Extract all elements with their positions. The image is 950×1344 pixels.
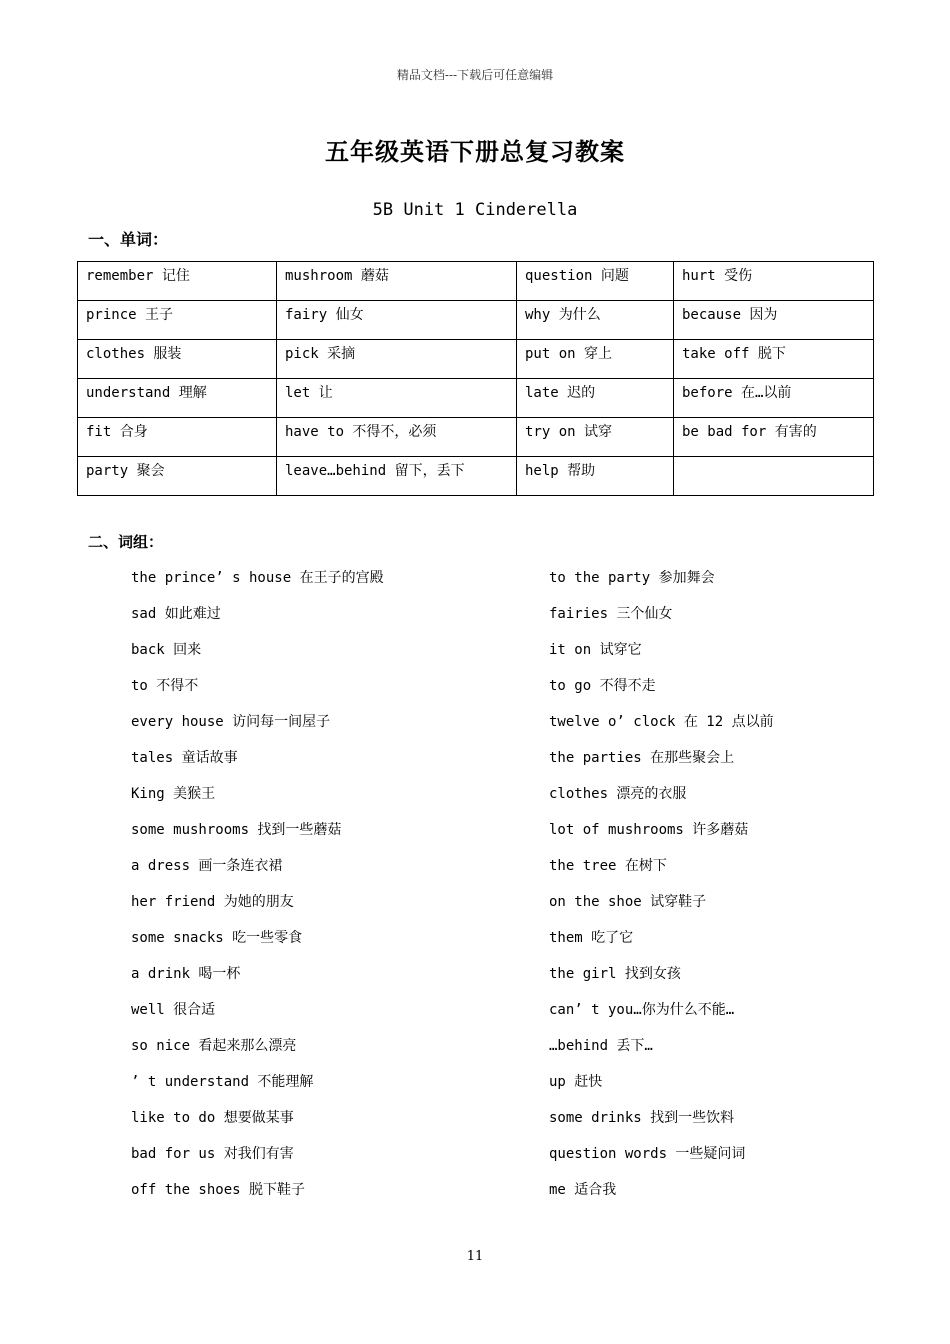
phrase-right: me 适合我 xyxy=(549,1182,617,1198)
phrase-right: …behind 丢下… xyxy=(549,1038,653,1054)
table-cell: help 帮助 xyxy=(517,457,674,496)
phrase-right: twelve o’ clock 在 12 点以前 xyxy=(549,714,774,730)
phrase-left: her friend 为她的朋友 xyxy=(131,894,294,910)
phrase-right: the parties 在那些聚会上 xyxy=(549,750,735,766)
phrase-right: clothes 漂亮的衣服 xyxy=(549,786,687,802)
phrase-right: question words 一些疑问词 xyxy=(549,1146,746,1162)
phrase-left: off the shoes 脱下鞋子 xyxy=(131,1182,306,1198)
table-cell: try on 试穿 xyxy=(517,418,674,457)
list-item xyxy=(0,889,950,925)
page-header: 精品文档---下载后可任意编辑 xyxy=(396,68,554,82)
table-row xyxy=(78,418,874,457)
table-cell xyxy=(674,457,874,496)
phrase-left: some snacks 吃一些零食 xyxy=(131,930,303,946)
table-cell: hurt 受伤 xyxy=(674,262,874,301)
list-item xyxy=(0,1069,950,1105)
list-item xyxy=(0,601,950,637)
table-cell: leave…behind 留下，丢下 xyxy=(277,457,517,496)
phrase-right: some drinks 找到一些饮料 xyxy=(549,1110,735,1126)
list-item xyxy=(0,709,950,745)
table-cell: have to 不得不，必须 xyxy=(277,418,517,457)
list-item xyxy=(0,1105,950,1141)
list-item xyxy=(0,565,950,601)
list-item xyxy=(0,781,950,817)
list-item xyxy=(0,853,950,889)
table-cell: take off 脱下 xyxy=(674,340,874,379)
phrase-right: can’ t you…你为什么不能… xyxy=(549,1002,735,1018)
table-row xyxy=(78,340,874,379)
table-cell: why 为什么 xyxy=(517,301,674,340)
phrase-left: King 美猴王 xyxy=(131,786,216,802)
list-item xyxy=(0,1141,950,1177)
table-cell: put on 穿上 xyxy=(517,340,674,379)
phrase-left: sad 如此难过 xyxy=(131,606,221,622)
table-cell: before 在…以前 xyxy=(674,379,874,418)
phrase-right: to go 不得不走 xyxy=(549,678,656,694)
list-item xyxy=(0,997,950,1033)
table-cell: clothes 服装 xyxy=(78,340,277,379)
list-item xyxy=(0,637,950,673)
table-row xyxy=(78,457,874,496)
table-cell: because 因为 xyxy=(674,301,874,340)
phrase-left: a drink 喝一杯 xyxy=(131,966,241,982)
phrase-right: lot of mushrooms 许多蘑菇 xyxy=(549,822,749,838)
table-cell: question 问题 xyxy=(517,262,674,301)
phrase-left: some mushrooms 找到一些蘑菇 xyxy=(131,822,342,838)
table-cell: fairy 仙女 xyxy=(277,301,517,340)
phrase-left: every house 访问每一间屋子 xyxy=(131,714,331,730)
table-cell: mushroom 蘑菇 xyxy=(277,262,517,301)
document-title: 五年级英语下册总复习教案 xyxy=(325,138,625,166)
list-item xyxy=(0,817,950,853)
list-item xyxy=(0,745,950,781)
list-item xyxy=(0,1177,950,1213)
list-item xyxy=(0,1033,950,1069)
phrase-left: a dress 画一条连衣裙 xyxy=(131,858,283,874)
table-cell: late 迟的 xyxy=(517,379,674,418)
phrase-left: ’ t understand 不能理解 xyxy=(131,1074,314,1090)
page-number: 11 xyxy=(466,1249,484,1264)
phrase-list xyxy=(0,565,950,1213)
phrase-right: it on 试穿它 xyxy=(549,642,642,658)
phrase-left: tales 童话故事 xyxy=(131,750,238,766)
phrase-left: so nice 看起来那么漂亮 xyxy=(131,1038,297,1054)
table-cell: fit 合身 xyxy=(78,418,277,457)
phrase-right: up 赶快 xyxy=(549,1074,603,1090)
list-item xyxy=(0,961,950,997)
list-item xyxy=(0,673,950,709)
phrase-left: well 很合适 xyxy=(131,1002,216,1018)
phrase-left: bad for us 对我们有害 xyxy=(131,1146,294,1162)
phrase-right: on the shoe 试穿鞋子 xyxy=(549,894,707,910)
unit-title: 5B Unit 1 Cinderella xyxy=(372,200,578,220)
phrase-right: fairies 三个仙女 xyxy=(549,606,673,622)
section-heading-vocabulary: 一、单词： xyxy=(88,230,169,249)
table-row xyxy=(78,301,874,340)
table-cell: prince 王子 xyxy=(78,301,277,340)
table-row xyxy=(78,262,874,301)
phrase-left: like to do 想要做某事 xyxy=(131,1110,294,1126)
section-heading-phrases: 二、词组： xyxy=(88,533,164,551)
table-row xyxy=(78,379,874,418)
table-cell: understand 理解 xyxy=(78,379,277,418)
phrase-right: the tree 在树下 xyxy=(549,858,667,874)
vocabulary-table xyxy=(77,261,874,496)
list-item xyxy=(0,925,950,961)
phrase-right: the girl 找到女孩 xyxy=(549,966,681,982)
table-cell: pick 采摘 xyxy=(277,340,517,379)
phrase-left: the prince’ s house 在王子的宫殿 xyxy=(131,570,384,586)
phrase-left: to 不得不 xyxy=(131,678,199,694)
phrase-right: to the party 参加舞会 xyxy=(549,570,715,586)
table-cell: party 聚会 xyxy=(78,457,277,496)
phrase-left: back 回来 xyxy=(131,642,202,658)
table-cell: remember 记住 xyxy=(78,262,277,301)
phrase-right: them 吃了它 xyxy=(549,930,634,946)
table-cell: let 让 xyxy=(277,379,517,418)
table-cell: be bad for 有害的 xyxy=(674,418,874,457)
